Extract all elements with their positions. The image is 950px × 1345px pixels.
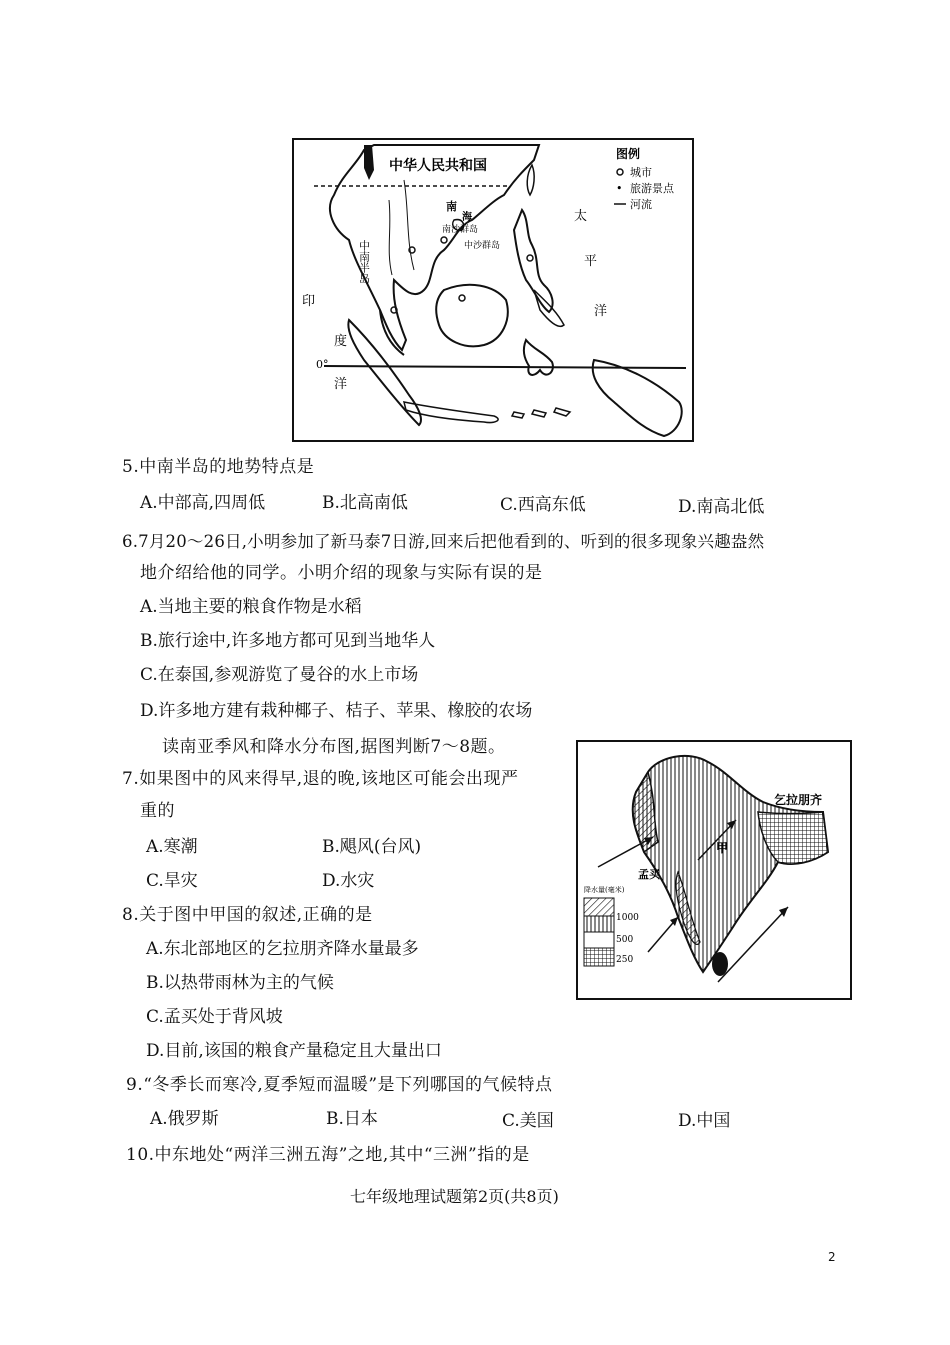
q7-option-c: C.旱灾 [146, 871, 198, 891]
q5-option-c: C.西高东低 [500, 495, 586, 515]
map1-legend-title: 图例 [616, 147, 641, 161]
map1-label-spratly: 南沙群岛 [442, 225, 479, 235]
question-6-line2: 地介绍给他的同学。小明介绍的现象与实际有误的是 [140, 563, 543, 583]
page-number: 2 [828, 1250, 836, 1264]
intro-7-8: 读南亚季风和降水分布图,据图判断7～8题。 [162, 737, 506, 757]
map1-legend-dot: • [616, 182, 623, 195]
map2-legend-title: 降水量(毫米) [584, 886, 625, 894]
q9-option-b: B.日本 [326, 1109, 378, 1129]
map2-legend-1000: 1000 [616, 913, 639, 923]
question-7-line1: 7.如果图中的风来得早,退的晚,该地区可能会出现严 [122, 769, 519, 789]
q5-option-b: B.北高南低 [322, 493, 408, 513]
southeast-asia-map [292, 138, 694, 442]
map1-legend-river: 河流 [630, 198, 652, 211]
q7-option-a: A.寒潮 [146, 837, 198, 857]
q9-option-c: C.美国 [502, 1111, 554, 1131]
south-asia-monsoon-map [576, 740, 852, 1000]
map1-legend-city: 城市 [630, 166, 652, 179]
q7-option-d: D.水灾 [322, 871, 375, 891]
q6-option-b: B.旅行途中,许多地方都可见到当地华人 [140, 631, 436, 651]
map1-label-macclesfield: 中沙群岛 [464, 241, 501, 251]
question-5: 5.中南半岛的地势特点是 [122, 457, 315, 477]
q6-option-c: C.在泰国,参观游览了曼谷的水上市场 [140, 665, 419, 685]
question-9: 9.“冬季长而寒冷,夏季短而温暖”是下列哪国的气候特点 [126, 1075, 553, 1095]
q8-option-c: C.孟买处于背风坡 [146, 1007, 283, 1027]
southeast-asia-map-figure [294, 140, 692, 440]
map1-label-sea: 海 [462, 212, 472, 223]
map2-label-mumbai: 孟买 [638, 868, 660, 881]
map1-label-pacific-1: 太 [574, 209, 588, 224]
question-7-line2: 重的 [140, 801, 175, 821]
map1-label-equator: 0° [316, 358, 329, 371]
map1-legend-tourism: 旅游景点 [630, 182, 674, 195]
map1-title: 中华人民共和国 [389, 158, 487, 174]
map2-label-cherrapunji: 乞拉朋齐 [774, 793, 823, 807]
question-8: 8.关于图中甲国的叙述,正确的是 [122, 905, 373, 925]
q6-option-d: D.许多地方建有栽种椰子、桔子、苹果、橡胶的农场 [140, 701, 533, 721]
question-10: 10.中东地处“两洋三洲五海”之地,其中“三洲”指的是 [126, 1145, 530, 1165]
q8-option-b: B.以热带雨林为主的气候 [146, 973, 334, 993]
map1-label-indian-3: 洋 [334, 377, 348, 392]
map1-label-pacific-2: 平 [584, 254, 598, 269]
map1-label-south: 南 [446, 200, 457, 213]
map2-label-jia: 甲 [716, 841, 729, 855]
map1-label-indian-2: 度 [334, 334, 348, 349]
south-asia-monsoon-map-figure [578, 742, 850, 998]
q5-option-d: D.南高北低 [678, 497, 765, 517]
q9-option-d: D.中国 [678, 1111, 731, 1131]
q9-option-a: A.俄罗斯 [150, 1109, 219, 1129]
map1-label-indian-1: 印 [302, 294, 316, 309]
map2-legend-250: 250 [616, 955, 634, 965]
map2-legend-500: 500 [616, 935, 634, 945]
question-6-line1: 6.7月20～26日,小明参加了新马泰7日游,回来后把他看到的、听到的很多现象兴趣盎然 [122, 532, 765, 551]
q8-option-a: A.东北部地区的乞拉朋齐降水量最多 [146, 939, 419, 959]
q6-option-a: A.当地主要的粮食作物是水稻 [140, 597, 362, 617]
q5-option-a: A.中部高,四周低 [140, 493, 266, 513]
map1-label-peninsula: 中南半岛 [357, 240, 371, 284]
q8-option-d: D.目前,该国的粮食产量稳定且大量出口 [146, 1041, 442, 1061]
q7-option-b: B.飓风(台风) [322, 837, 422, 857]
page-footer: 七年级地理试题第2页(共8页) [350, 1187, 559, 1206]
map1-label-pacific-3: 洋 [594, 304, 608, 319]
